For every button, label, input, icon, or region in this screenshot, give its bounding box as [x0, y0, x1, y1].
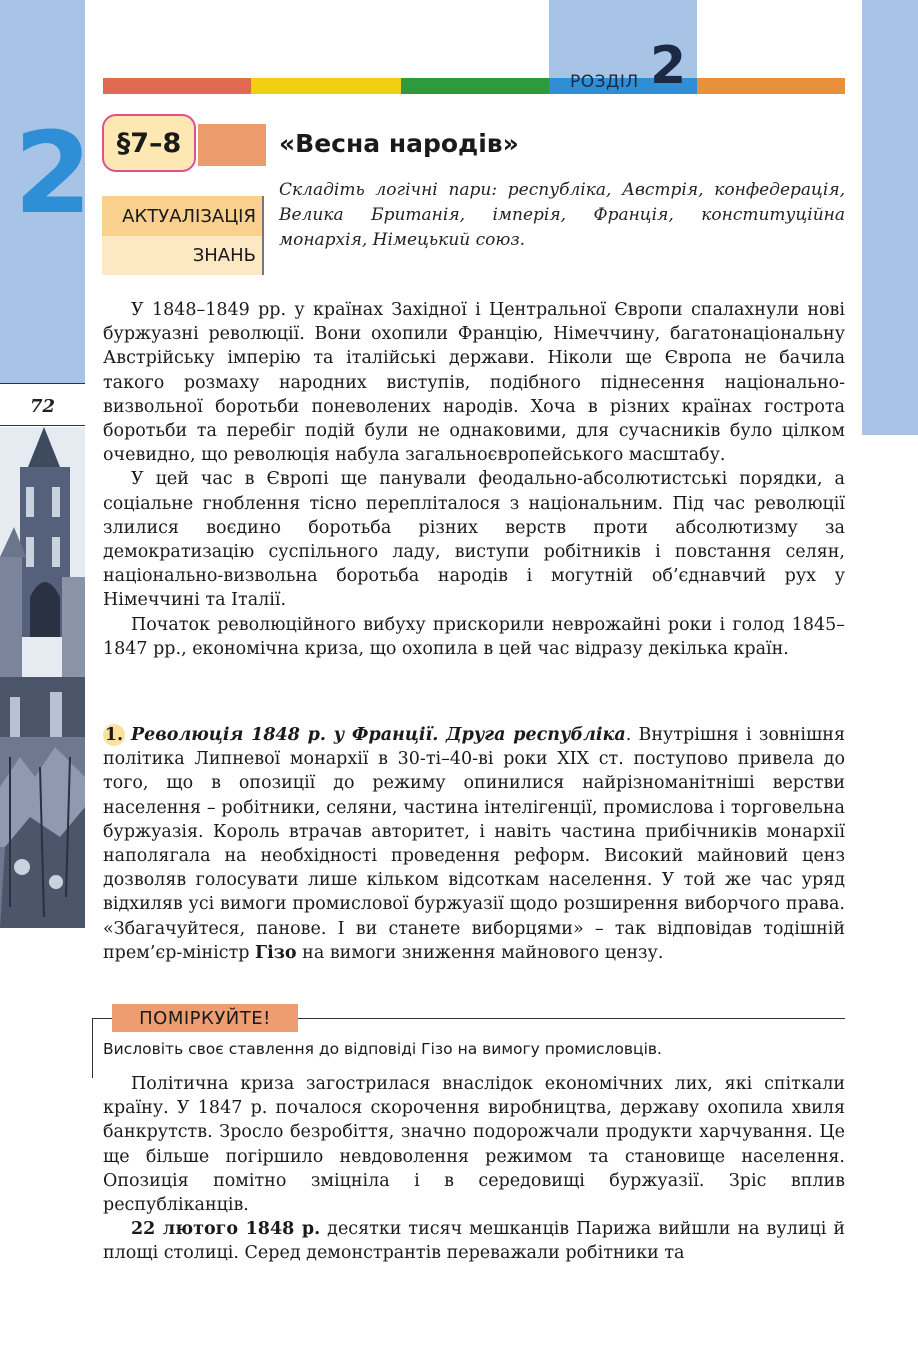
section-bar: [198, 124, 266, 166]
think-rule-vertical: [92, 1018, 93, 1078]
think-label: ПОМІРКУЙТЕ!: [112, 1004, 298, 1032]
point-1-number: 1.: [104, 725, 124, 745]
think-rule: [298, 1018, 845, 1019]
page-number-rule-bottom: [0, 425, 85, 426]
point-1-text-end: на вимоги зниження майнового цензу.: [296, 942, 664, 963]
color-stripe-orange: [697, 78, 845, 94]
intro-paragraph-2: У цей час в Європі ще панували феодально-абсолютистські порядки, а соціальне гноблення тісно перепліталося з національним. Під час революції злилися воєдино боротьба різних верств проти абсолютизму за демократизацію суспільного ладу, виступи робітників і повстання селян, національно-визвольна боротьба народів і могутній об’єднавчий рух у Німеччині та Італії.: [103, 469, 845, 611]
actualization-box: [102, 196, 264, 275]
later-paragraph-2-text: десятки тисяч мешканців Парижа вийшли на вулиці й площі столиці. Серед демонстрантів переважали робітники та: [103, 1219, 845, 1264]
chapter-number: 2: [650, 36, 687, 96]
page-number-rule-top: [0, 383, 85, 384]
date-feb-22-1848: 22 лютого 1848 р.: [131, 1219, 321, 1240]
point-1-heading: Революція 1848 р. у Франції. Друга республіка: [131, 725, 626, 745]
point-1-text: . Внутрішня і зовнішня політика Липневої монархії в 30-ті–40-ві роки XIX ст. поступово привела до того, що в опозиції до режиму опинилися найрізноманітніші верстви населення – робітники, селяни, частина інтелігенції, промислова і торговельна буржуазія. Король втрачав авторитет, і навіть частина прибічників монархії наполягала на необхідності проведення реформ. Високий майновий ценз дозволяв голосувати лише кільком відсоткам населення. У той же час уряд відхиляв усі вимоги промислової буржуазії щодо розширення виборчого права. «Збагачуйтеся, панове. І ви станете виборцями» – так відповідав тодішній прем’єр-міністр: [103, 725, 845, 963]
actualization-label-line2: ЗНАНЬ: [102, 236, 262, 275]
right-margin-band: [862, 0, 918, 435]
later-text: [103, 1072, 845, 1266]
page-number: 72: [30, 396, 56, 417]
chapter-label: РОЗДІЛ: [570, 72, 639, 92]
color-stripe-red: [103, 78, 251, 94]
later-paragraph-1: Політична криза загострилася внаслідок економічних лих, які спіткали країну. У 1847 р. почалося скорочення виробництва, державу охопила хвиля банкрутств. Зросло безробіття, значно подорожчали продукти харчування. Це ще більше погіршило невдоволення режимом та становище населення. Опозиція помітно зміцніла і в середовищі буржуазії. Зріс вплив республіканців.: [103, 1074, 845, 1216]
think-question: Висловіть своє ставлення до відповіді Гізо на вимогу промисловців.: [103, 1040, 662, 1058]
gothic-tower-engraving: [0, 427, 85, 928]
later-paragraph-2: [103, 1217, 845, 1265]
color-stripe-green: [401, 78, 549, 94]
chapter-side-number: 2: [14, 109, 92, 239]
actualization-label-line1: АКТУАЛІЗАЦІЯ: [102, 196, 262, 236]
point-1-name-guizot: Гізо: [255, 942, 297, 963]
section-badge: §7–8: [102, 114, 196, 172]
color-stripe-yellow: [251, 78, 401, 94]
lesson-title: «Весна народів»: [279, 129, 519, 158]
intro-text: [103, 298, 845, 661]
point-1-section: [103, 723, 845, 965]
think-rule-left: [92, 1018, 112, 1019]
point-1-paragraph: [103, 723, 845, 965]
intro-paragraph-1: У 1848–1849 рр. у країнах Західної і Центральної Європи спалахнули нові буржуазні революції. Вони охопили Францію, Німеччину, багатонаціональну Австрійську імперію та італійські держави. Ніколи ще Європа не бачила такого розмаху народних виступів, подібного піднесення національно-визвольної боротьби поневолених народів. Хоча в різних країнах гострота боротьби та перебіг подій були не однаковими, для сучасників було цілком очевидно, що революція набула загальноєвропейського масштабу.: [103, 300, 845, 466]
intro-paragraph-3: Початок революційного вибуху прискорили неврожайні роки і голод 1845–1847 рр., економічна криза, що охопила в цей час відразу декілька країн.: [103, 614, 845, 659]
actualization-task: Складіть логічні пари: республіка, Австрія, конфедерація, Велика Британія, імперія, Франція, конституційна монархія, Німецький союз.: [279, 180, 845, 250]
